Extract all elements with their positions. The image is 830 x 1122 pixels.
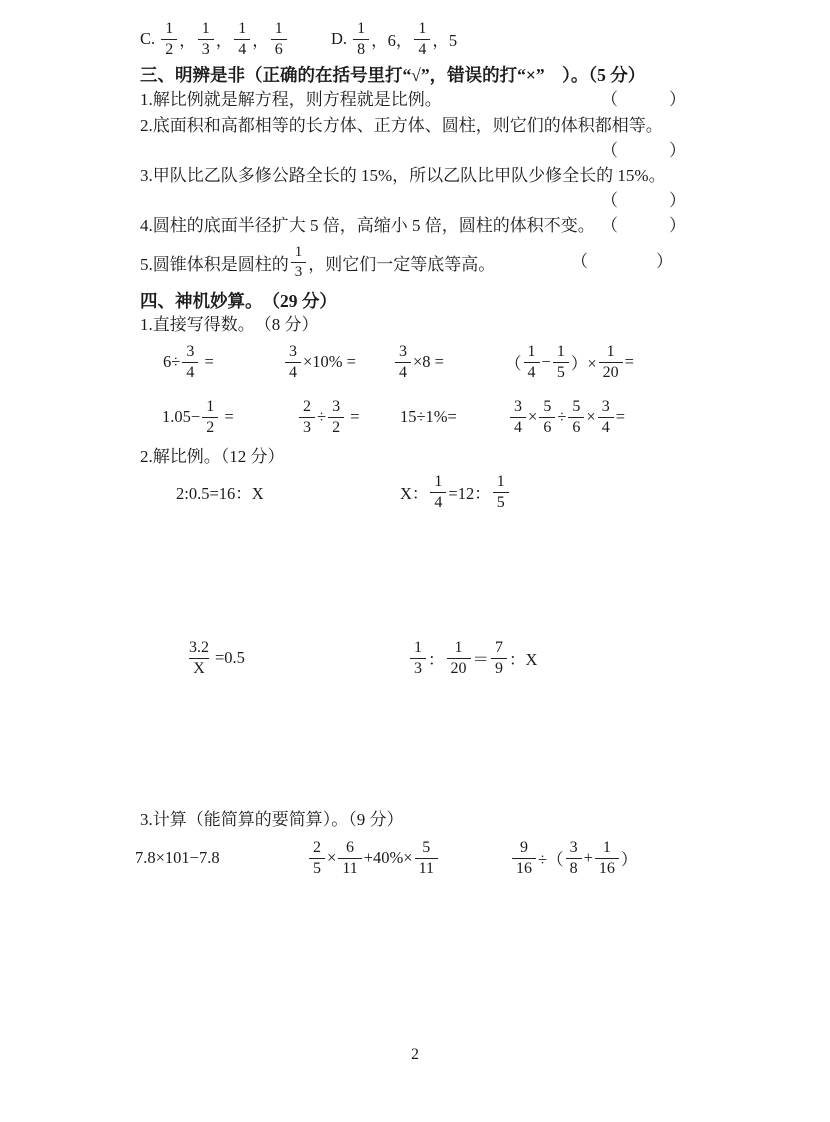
section-three-heading: 三、明辨是非（正确的在括号里打“√”，错误的打“×” ）。（5 分） [140, 65, 646, 85]
fraction [524, 343, 540, 382]
tf-item-1 [140, 89, 686, 112]
fraction-denominator: 8 [353, 39, 369, 59]
fraction-numerator: 5 [422, 838, 431, 856]
fraction-numerator: 1 [602, 838, 611, 856]
math-expression [162, 391, 234, 443]
page-number: 2 [411, 1046, 419, 1063]
tf-item-3-answer [140, 190, 686, 213]
fraction-denominator: 9 [491, 658, 507, 678]
fraction [309, 839, 325, 878]
math-text: = [220, 407, 234, 426]
fraction [353, 20, 369, 59]
math-text: ×8 = [413, 352, 444, 371]
choice-option-d [331, 13, 457, 65]
math-text: ： [428, 650, 445, 669]
fraction [599, 343, 623, 382]
fraction [182, 343, 198, 382]
fraction [539, 398, 555, 437]
fraction [410, 639, 426, 678]
fraction [415, 839, 438, 878]
fraction-numerator: 1 [606, 342, 615, 360]
math-text: ， [252, 31, 269, 50]
fraction [566, 839, 582, 878]
fraction-denominator: 20 [599, 362, 623, 382]
fraction-numerator: 1 [206, 397, 215, 415]
fraction-denominator: 2 [161, 39, 177, 59]
fraction-denominator: 8 [566, 858, 582, 878]
fraction-denominator: 6 [568, 417, 584, 437]
fraction-denominator: 3 [291, 262, 307, 281]
fraction-numerator: 1 [434, 472, 443, 490]
fraction [553, 343, 569, 382]
fraction-denominator: 4 [234, 39, 250, 59]
math-text: = [200, 352, 214, 371]
math-expression [510, 832, 637, 884]
math-text: 2:0.5=16：X [176, 484, 264, 503]
fraction-denominator: 4 [414, 39, 430, 59]
fraction [395, 343, 411, 382]
fraction [493, 473, 509, 512]
tf-item-4-text: 4.圆柱的底面半径扩大 5 倍，高缩小 5 倍，圆柱的体积不变。 [140, 216, 595, 235]
fraction-denominator: 16 [512, 858, 536, 878]
math-text: ， [215, 31, 233, 50]
math-expression [283, 336, 356, 388]
math-text: ，5 [432, 31, 458, 50]
math-text: ，6， [371, 31, 413, 50]
math-text: （ [505, 354, 522, 373]
fraction-numerator: 5 [572, 397, 581, 415]
math-expression [307, 832, 440, 884]
math-text: +40%× [363, 848, 413, 867]
fraction-denominator: 5 [493, 492, 509, 512]
fraction-denominator: 11 [338, 858, 361, 878]
fraction-denominator: 2 [202, 417, 218, 437]
fraction-numerator: 3 [289, 342, 297, 360]
fraction-denominator: 4 [598, 417, 614, 437]
math-expression [183, 632, 245, 684]
section-four-heading: 四、神机妙算。 （29 分） [140, 291, 337, 311]
fraction [161, 20, 177, 59]
q2-label: 2.解比例。（12 分） [140, 447, 285, 466]
tf-item-5-answer-brackets: （ ） [571, 251, 673, 271]
tf-item-3-answer-brackets: （ ） [601, 191, 686, 210]
fraction-denominator: 16 [595, 858, 619, 878]
math-expression [408, 632, 537, 684]
fraction [202, 398, 218, 437]
q1-row-1 [0, 336, 830, 388]
math-expression [508, 391, 625, 443]
fraction [185, 639, 213, 678]
math-expression [400, 391, 457, 443]
tf-item-4-answer-brackets: （ ） [601, 216, 686, 235]
tf-item-2 [140, 115, 686, 138]
tf-item-2-text: 2.底面积和高都相等的长方体、正方体、圆柱，则它们的体积都相等。 [140, 116, 663, 135]
fraction-denominator: 4 [395, 362, 411, 382]
math-text: ÷（ [538, 850, 564, 869]
math-text: ， [179, 31, 196, 50]
math-text: 15÷1%= [400, 407, 457, 426]
fraction [595, 839, 619, 878]
fraction [512, 839, 536, 878]
math-text: ）× [570, 354, 597, 373]
tf-item-5-text [140, 244, 495, 281]
q3-label: 3.计算（能简算的要简算）。（9 分） [140, 810, 404, 829]
math-text: ，则它们一定等底等高。 [308, 254, 496, 274]
fraction-numerator: 1 [454, 638, 463, 656]
math-text: 7.8×101−7.8 [135, 848, 220, 867]
math-text: =12： [448, 484, 491, 503]
fraction-numerator: 1 [274, 19, 283, 37]
fraction [598, 398, 614, 437]
tf-item-5 [140, 237, 673, 287]
tf-item-4 [140, 215, 686, 238]
math-expression [400, 466, 511, 518]
math-text: =0.5 [215, 648, 245, 667]
fraction-numerator: 2 [313, 838, 321, 856]
math-text: ÷ [557, 407, 567, 426]
fraction-numerator: 1 [527, 342, 536, 360]
math-expression [505, 336, 634, 388]
math-expression [163, 336, 214, 388]
fraction [299, 398, 315, 437]
math-text: = [346, 407, 360, 426]
q3-row [0, 832, 830, 884]
fraction-numerator: 5 [543, 397, 552, 415]
fraction-denominator: 4 [510, 417, 526, 437]
math-text: = [615, 407, 625, 426]
fraction [491, 639, 507, 678]
fraction-denominator: 20 [447, 658, 471, 678]
fraction-numerator: 2 [303, 397, 311, 415]
math-text: × [586, 407, 596, 426]
math-expression [297, 391, 360, 443]
fraction-numerator: 1 [165, 19, 174, 37]
fraction-numerator: 1 [238, 19, 247, 37]
math-text: ×10% = [303, 352, 356, 371]
fraction-denominator: 2 [328, 417, 344, 437]
fraction-numerator: 3 [601, 397, 610, 415]
fraction-numerator: 1 [556, 342, 565, 360]
fraction-numerator: 3 [186, 342, 195, 360]
fraction-numerator: 1 [418, 19, 427, 37]
fraction-numerator: 6 [346, 838, 355, 856]
fraction-denominator: 3 [198, 39, 214, 59]
q1-row-2 [0, 391, 830, 443]
math-text: − [541, 352, 551, 371]
fraction [234, 20, 250, 59]
tf-item-2-answer-brackets: （ ） [601, 141, 686, 160]
fraction-numerator: 3 [399, 342, 407, 360]
tf-item-3-text: 3.甲队比乙队多修公路全长的 15%，所以乙队比甲队少修全长的 15%。 [140, 166, 666, 185]
tf-item-1-answer-brackets: （ ） [601, 90, 686, 109]
fraction-numerator: 3 [514, 397, 522, 415]
fraction-denominator: X [189, 658, 209, 678]
fraction-denominator: 3 [410, 658, 426, 678]
fraction-numerator: 3.2 [189, 638, 209, 656]
fraction-numerator: 3 [332, 397, 341, 415]
fraction [285, 343, 301, 382]
fraction-denominator: 6 [271, 39, 287, 59]
math-text: ：X [509, 650, 538, 669]
fraction-denominator: 5 [309, 858, 325, 878]
math-text: 1.05− [162, 407, 201, 426]
fraction [447, 639, 471, 678]
fraction-denominator: 4 [524, 362, 540, 382]
tf-item-2-answer [140, 140, 686, 163]
fraction-denominator: 6 [539, 417, 555, 437]
math-text: C. [140, 29, 160, 48]
math-text: 5.圆锥体积是圆柱的 [140, 254, 289, 274]
fraction [414, 20, 430, 59]
choice-option-c [140, 13, 289, 65]
fraction-numerator: 7 [495, 638, 503, 656]
math-text: ＝ [472, 650, 489, 669]
q2-row-2 [0, 632, 830, 684]
fraction [271, 20, 287, 59]
math-text: = [624, 352, 634, 371]
q1-label: 1.直接写得数。 （8 分） [140, 315, 319, 334]
fraction-denominator: 5 [553, 362, 569, 382]
fraction-numerator: 1 [414, 638, 422, 656]
fraction [198, 20, 214, 59]
fraction-denominator: 4 [285, 362, 301, 382]
math-expression [135, 832, 220, 884]
fraction [510, 398, 526, 437]
fraction [430, 473, 446, 512]
fraction [568, 398, 584, 437]
fraction-numerator: 1 [294, 243, 303, 260]
math-text: ÷ [317, 407, 327, 426]
fraction [328, 398, 344, 437]
math-text: + [583, 848, 593, 867]
fraction-numerator: 1 [201, 19, 210, 37]
tf-item-3 [140, 165, 686, 188]
fraction-numerator: 3 [569, 838, 578, 856]
q2-row-1 [0, 466, 830, 518]
fraction [338, 839, 361, 878]
fraction-denominator: 4 [182, 362, 198, 382]
tf-item-1-text: 1.解比例就是解方程，则方程就是比例。 [140, 90, 442, 109]
fraction-numerator: 1 [496, 472, 505, 490]
math-text: × [327, 848, 337, 867]
fraction-denominator: 3 [299, 417, 315, 437]
fraction-numerator: 9 [520, 838, 528, 856]
fraction-denominator: 11 [415, 858, 438, 878]
fraction-numerator: 1 [357, 19, 366, 37]
math-text: ） [620, 850, 638, 869]
fraction [291, 244, 307, 281]
math-expression [393, 336, 444, 388]
fraction-denominator: 4 [430, 492, 446, 512]
math-text: 6÷ [163, 352, 181, 371]
math-text: D. [331, 29, 352, 48]
math-text: × [528, 407, 538, 426]
math-expression [176, 466, 264, 518]
math-text: X： [400, 484, 429, 503]
